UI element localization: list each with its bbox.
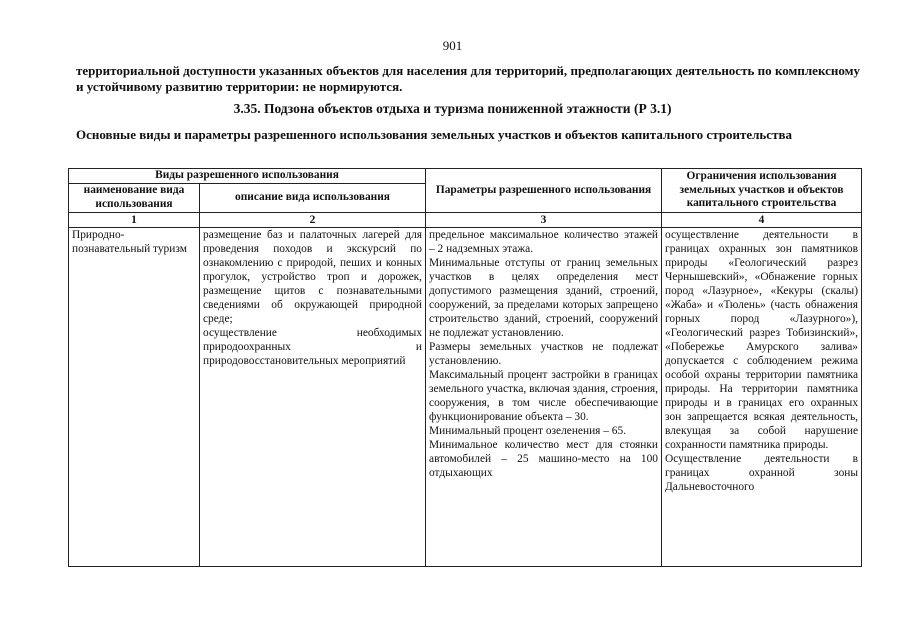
intro-paragraph: территориальной доступности указанных объектов для населения для территорий, предполагающих деятельность по комплексному и устойчивому развитию территории: не нормируются.	[76, 63, 860, 94]
params-cell	[426, 227, 662, 566]
limits-paragraph: осуществление деятельности в границах охранных зон памятников природы «Геологический разрез Чернышевский», «Обнажение горных пород «Лазурное», «Кекуры (скалы) «Жаба» и «Тюлень» (часть обнажения горных пород «Лазурного»), «Геологический разрез Тобизинский», «Побережье Амурского залива» допускается с соблюдением режима особой охраны территории памятника природы. На территории памятника природы и в границах его охранных зон запрещается всякая деятельность, влекущая за собой нарушение сохранности памятника природы.	[665, 228, 859, 451]
header-params: Параметры разрешенного использования	[426, 169, 662, 213]
column-number-row	[69, 212, 862, 227]
use-description-cell	[200, 227, 426, 566]
description-paragraph: осуществление необходимых природоохранных и природовосстановительных мероприятий	[203, 326, 423, 367]
limits-paragraph: Осуществление деятельности в границах охранной зоны Дальневосточного	[665, 452, 859, 493]
params-paragraph: Минимальное количество мест для стоянки автомобилей – 25 машино-место на 100 отдыхающих	[429, 438, 659, 479]
column-number: 4	[662, 212, 862, 227]
table-subtitle: Основные виды и параметры разрешенного использования земельных участков и объектов капитального строительства	[76, 127, 792, 142]
use-name-cell	[69, 227, 200, 566]
params-paragraph: Размеры земельных участков не подлежат установлению.	[429, 340, 659, 367]
header-use-name: наименование вида использования	[69, 183, 200, 212]
params-paragraph: Минимальные отступы от границ земельных участков в целях определения мест допустимого размещения зданий, строений, сооружений, за пределами которых запрещено строительство зданий, строений, сооружений не подлежат установлению.	[429, 256, 659, 339]
use-name: Природно-познавательный туризм	[72, 228, 187, 255]
page-number: 901	[442, 38, 463, 53]
description-paragraph: размещение баз и палаточных лагерей для проведения походов и экскурсий по ознакомлению с природой, пеших и конных прогулок, устройство троп и дорожек, размещение щитов с познавательными сведениями об окружающей природной среде;	[203, 228, 423, 325]
params-paragraph: Максимальный процент застройки в границах земельного участка, включая здания, строения, сооружения, в том числе обеспечивающие функционирование объекта – 30.	[429, 368, 659, 423]
land-use-table	[68, 168, 862, 567]
header-use-description: описание вида использования	[200, 183, 426, 212]
table-row	[69, 227, 862, 566]
column-number: 1	[69, 212, 200, 227]
params-paragraph: предельное максимальное количество этажей – 2 надземных этажа.	[429, 228, 659, 255]
header-limits: Ограничения использования земельных участков и объектов капитального строительства	[662, 169, 862, 213]
column-number: 3	[426, 212, 662, 227]
table-header-row-1	[69, 169, 862, 184]
column-number: 2	[200, 212, 426, 227]
limits-cell	[662, 227, 862, 566]
header-use-types: Виды разрешенного использования	[69, 169, 426, 184]
params-paragraph: Минимальный процент озеленения – 65.	[429, 424, 627, 437]
section-title: 3.35. Подзона объектов отдыха и туризма пониженной этажности (Р 3.1)	[233, 101, 672, 116]
